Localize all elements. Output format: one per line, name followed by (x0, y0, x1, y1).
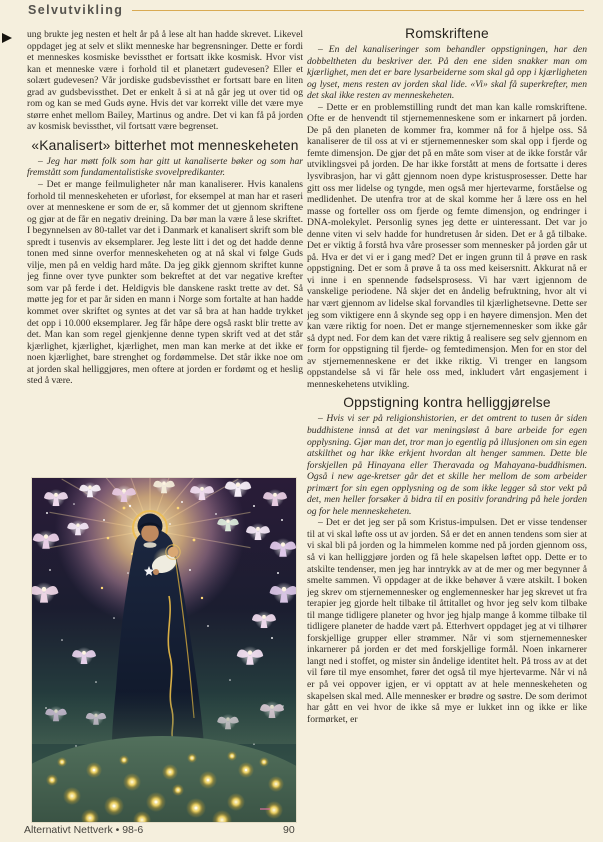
publication-footer: Alternativt Nettverk • 98-6 (24, 824, 144, 836)
artist-signature-mark (260, 808, 270, 810)
madonna-angels-painting (32, 478, 296, 822)
header-rule (132, 10, 584, 12)
left-text-column (27, 29, 303, 476)
body-paragraph: – Det er mange feilmuligheter når man kanaliserer. Hvis kanalens forhold til menneskeheten er uforløst, for eksempel at man har et raseri over at menneskene er som de er, så kommer det ut gjennom skriftene og gjør at de får en negativ dreining. Da bør man la være å lese skriftet. I begynnelsen av 80-tallet var det i Danmark et kanalisert skrift som ble spredt i tusenvis av eksemplarer. Jeg leste litt i det og det hadde denne tonen med sinne overfor menneskeheten og at nå skal vi følge Guds vilje, men på en veldig hard måte. Da jeg gikk gjennom skriftet kunne jeg finne over tyve punkter som bekreftet at det var negative krefter som var på ferde i det. Heldigvis ble danskene raskt trette av det. Så møtte jeg for et par år siden en mann i Norge som fortalte at han hadde kommet over skriftet og syntes at det var så bra at han hadde trykket det opp i 10.000 eksemplarer. Jeg får håpe dere også raskt blir trette av det. Man kan som regel gjenkjenne denne typen skrift ved at det står kjærlighet, kjærlighet, kjærlighet, men man kan merke at det ikke er noen kjærlighet, bare strenghet og fordømmelse. Det står ikke noe om at jorden skal helliggjøres, men oftere at jorden er fordømt og et heslig sted å være. (27, 179, 303, 387)
section-heading-oppstigning: Oppstigning kontra helliggjørelse (343, 395, 551, 411)
madonna-angels-illustration (32, 478, 296, 822)
section-heading-kanalisert: «Kanalisert» bitterhet mot menneskeheten (31, 137, 299, 153)
body-paragraph: ung brukte jeg nesten et helt år på å lese alt han hadde skrevet. Likevel oppdaget jeg at selv et slikt menneske har begrensninger. Dette er fordi et menneskes kosmiske bevissthet er fortsatt ikke kosmisk. Hvor vist kan et menneske være i forhold til et planetært gudevesen? Eller et solært gudevesen? Vår jordiske gudsbevissthet er fortsatt bare en liten grad av gudsbevissthet. Det er enkelt å si at nå går jeg ut over tid og rom og kan se med Guds øyne. Hvis det var korrekt ville det være mye større enhet mellom Bailey, Martinus og andre. Det vi kan få på jorden av kosmisk bevissthet, vil fortsatt være begrenset. (27, 29, 303, 133)
madonna-face (141, 524, 159, 542)
continuation-arrow-icon (2, 33, 12, 43)
page-number: 90 (283, 824, 295, 836)
section-heading-romskriftene: Romskriftene (405, 26, 489, 41)
body-paragraph: – Det er det jeg ser på som Kristus-impulsen. Det er visse tendenser til at vi skal løfte oss ut av jorden. Så er det en annen tendens som sier at vi skal bli på jorden og la himmelen komme ned på jorden gjennom oss, så vi kan helliggjøre jorden og få hele skapelsen løftet opp. Dette er to atskilte tendenser, men jeg har inntrykk av at de mer og mer begynner å smelte sammen. Vi oppdager at de ikke behøver å være atskilt. I boken jeg skrev om stjernemennesker og englemennesker har jeg skrevet ut fra terapier jeg gjorde helt tilbake til åttitallet og hvor jeg selv kom tilbake til mange tidligere planeter og hvor jeg hjalp mange å komme tilbake til tidligere planeter de hadde vært på. Etterhvert oppdaget jeg at vi tilhører forskjellige grupper eller strømmer. Når vi som stjernemennesker inkarnerer på jorden er det med forskjellige formål. Noen inkarnerer langt ned i stoffet, og mister sin åndelige identitet helt. På tross av at det vil føre til mye ensomhet, fører det også til mye hjertevarme. Når vi nå er på vei oppover igjen, er vi opptatt av at hele menneskeheten og skapelsen skal med. Alle mennesker er brødre og søstre. De som derimot har gått en vei hvor de ikke så mye er lukket inn og ikke er like formørket, er (307, 517, 587, 725)
page-header (28, 3, 584, 17)
interview-question: – Hvis vi ser på religionshistorien, er det omtrent to tusen år siden buddhistene innså at det var meningsløst å bare arbeide for egen opplysning. Gjør man det, tror man jo egentlig på illusjonen om sin egen atskilthet og har ikke erkjent hvordan alt henger sammen. Dette ble forskjellen på Hinayana eller Theravada og Mahayana-buddhismen. Også i new age-kretser går det et skille her mellom de som arbeider primært for sin egen opplysning og de som ikke legger så stor vekt på det, men heller forsøker å bidra til en positiv forandring på hele jorden og for hele menneskeheten. (307, 413, 587, 517)
infant-face (168, 547, 178, 557)
right-text-column (307, 26, 587, 824)
interview-question: – En del kanaliseringer som behandler oppstigningen, har den dobbeltheten du beskriver der. På den ene siden snakker man om kjærlighet, men det er bare lysarbeiderne som skal gå opp i kjærligheten og lyset, mens resten av jorden skal lide. «Vi» skal få superkrefter, men det skal ikke resten av menneskeheten. (307, 44, 587, 102)
body-paragraph: – Dette er en problemstilling rundt det man kan kalle romskriftene. Ofte er de henvendt til stjernemenneskene som er inkarnert på jorden. De på den planeten de kommer fra, kommer nå for å hjelpe oss. Så kanaliserer de til oss at vi er stjernemennesker som skal opp i fjerde og femte dimensjon. De gjør det på en måte som viser at de ikke forstår vår utviklingsvei på jorden. De har ikke forstått at mens de fortsatte i deres lysvibrasjon, har vi gått gjennom noen dype kristusprosesser. Dette har gitt oss mer lidelse og tyngde, men også mer hjertevarme, forståelse og medlidenhet. De utenfra tror at de skal komme her å lære oss en hel masse og forteller oss om fjerde og femte dimensjon, og endringer i DNA-molekylet. Personlig synes jeg dette er uinteressant. Det var jo denne viten vi selv hadde for hundretusen år siden. Det er å gå tilbake. Det er viktig å forstå hva våre prosesser som mennesker på jorden går ut på. Hva er det vi er i gang med? Det er ingen grunn til å prøve en rask oppstigning. Det er som å prøve å ta oss med keisersnitt. Akkurat nå er vi inne i en spennende fødselsprosess. Vi har vært igjennom de vanskelige periodene. Nå skjer det en åndelig befruktning, hvor alt vi har vært gjennom av lidelse skal forvandles til kjærlighetsevne. Dette ser jeg som viktigere enn å skynde seg opp i en høyere dimensjon. Men det kan være riktig for noen. Det er mange stjernemennesker som ikke går så dypt ned. For dem kan det være riktig å realisere seg selv gjennom en form for oppstigning til fjerde- og femtedimensjon. Men for en stor del av stjernemenneskene er det ikke riktig. Vi trenger en langsom oppstandelse så vi får hele oss med, inkludert vårt engasjement i menneskehetens utvikling. (307, 101, 587, 390)
section-title: Selvutvikling (28, 3, 124, 17)
interview-question: – Jeg har møtt folk som har gitt ut kanaliserte bøker og som har fremstått som fundamentalistiske svovelpredikanter. (27, 155, 303, 179)
